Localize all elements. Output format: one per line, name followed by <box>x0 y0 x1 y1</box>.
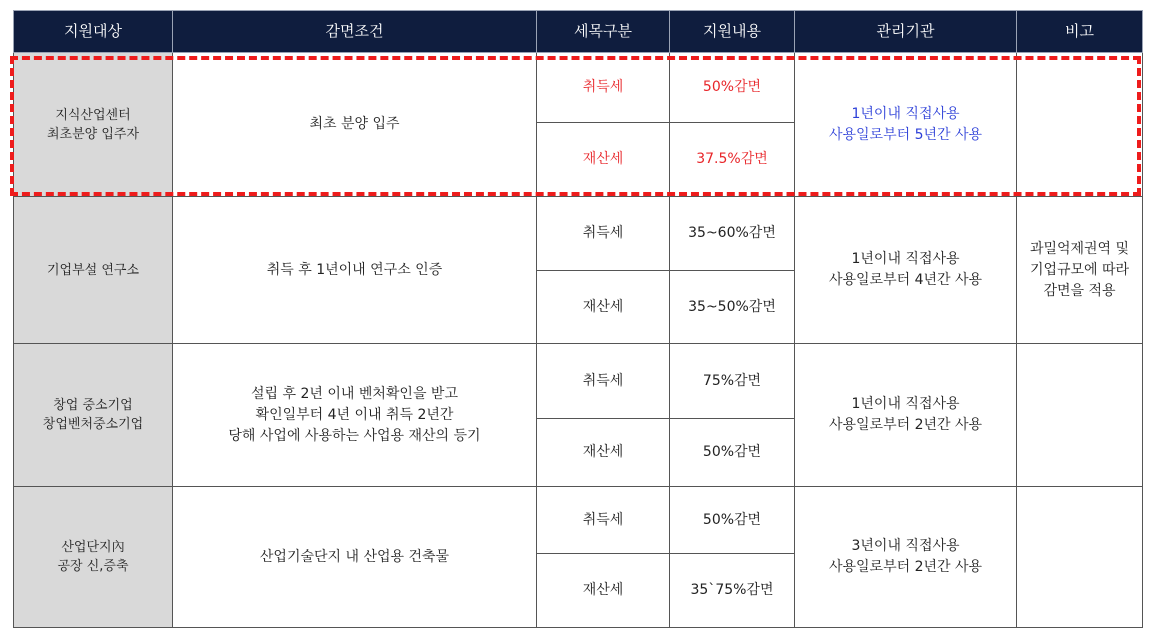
agency-line: 1년이내 직접사용 <box>851 396 960 412</box>
tax-type-cell: 재산세 <box>537 271 670 344</box>
table-row <box>14 344 1143 419</box>
tax-type-cell: 재산세 <box>537 419 670 487</box>
agency-cell <box>795 344 1017 487</box>
note-cell <box>1017 487 1143 628</box>
support-cell: 50%감면 <box>670 487 795 554</box>
header-support: 지원내용 <box>670 11 795 53</box>
target-line: 창업벤처중소기업 <box>42 417 144 432</box>
agency-line: 1년이내 직접사용 <box>851 105 960 122</box>
tax-type-cell: 취득세 <box>537 197 670 271</box>
note-cell <box>1017 344 1143 487</box>
condition-cell <box>173 487 537 628</box>
target-line: 기업부설 연구소 <box>46 262 140 278</box>
target-line: 지식산업센터 <box>55 107 131 123</box>
condition-line: 확인일부터 4년 이내 취득 2년간 <box>255 406 454 423</box>
support-table <box>13 10 1143 628</box>
target-line: 창업 중소기업 <box>53 398 133 413</box>
note-cell <box>1017 53 1143 197</box>
agency-cell <box>795 487 1017 628</box>
target-cell <box>14 197 173 344</box>
tax-type-cell: 취득세 <box>537 344 670 419</box>
condition-line: 최초 분양 입주 <box>309 116 400 132</box>
target-line: 최초분양 입주자 <box>46 126 140 142</box>
condition-cell <box>173 53 537 197</box>
table-row <box>14 53 1143 123</box>
agency-cell <box>795 197 1017 344</box>
support-cell: 35~60%감면 <box>670 197 795 271</box>
condition-line: 설립 후 2년 이내 벤처확인을 받고 <box>251 385 458 402</box>
agency-line: 1년이내 직접사용 <box>851 251 960 267</box>
tax-type-cell: 재산세 <box>537 554 670 628</box>
target-cell <box>14 344 173 487</box>
agency-line: 사용일로부터 4년간 사용 <box>828 272 983 288</box>
target-cell <box>14 487 173 628</box>
agency-line: 사용일로부터 2년간 사용 <box>828 559 983 575</box>
table-row <box>14 487 1143 554</box>
support-cell: 50%감면 <box>670 419 795 487</box>
header-tax-type: 세목구분 <box>537 11 670 53</box>
support-cell: 75%감면 <box>670 344 795 419</box>
condition-line: 당해 사업에 사용하는 사업용 재산의 등기 <box>228 427 481 444</box>
header-condition: 감면조건 <box>173 11 537 53</box>
tax-type-cell: 재산세 <box>537 123 670 197</box>
target-cell <box>14 53 173 197</box>
tax-type-cell: 취득세 <box>537 53 670 123</box>
tax-type-cell: 취득세 <box>537 487 670 554</box>
condition-line: 취득 후 1년이내 연구소 인증 <box>266 261 443 278</box>
header-agency: 관리기관 <box>795 11 1017 53</box>
agency-line: 사용일로부터 5년간 사용 <box>828 126 983 143</box>
target-line: 공장 신,증축 <box>57 559 129 574</box>
agency-line: 3년이내 직접사용 <box>851 538 960 554</box>
support-cell: 37.5%감면 <box>670 123 795 197</box>
condition-cell <box>173 344 537 487</box>
condition-line: 산업기술단지 내 산업용 건축물 <box>259 548 450 565</box>
support-cell: 50%감면 <box>670 53 795 123</box>
note-cell <box>1017 197 1143 344</box>
support-cell: 35~50%감면 <box>670 271 795 344</box>
header-note: 비고 <box>1017 11 1143 53</box>
target-line: 산업단지內 <box>61 540 125 555</box>
support-cell: 35`75%감면 <box>670 554 795 628</box>
header-target: 지원대상 <box>14 11 173 53</box>
table-row <box>14 197 1143 271</box>
agency-cell <box>795 53 1017 197</box>
header-row <box>14 11 1143 53</box>
note-line: 과밀억제권역 및 <box>1029 240 1130 257</box>
condition-cell <box>173 197 537 344</box>
note-line: 감면을 적용 <box>1043 282 1116 299</box>
note-line: 기업규모에 따라 <box>1029 261 1130 278</box>
agency-line: 사용일로부터 2년간 사용 <box>828 417 983 433</box>
